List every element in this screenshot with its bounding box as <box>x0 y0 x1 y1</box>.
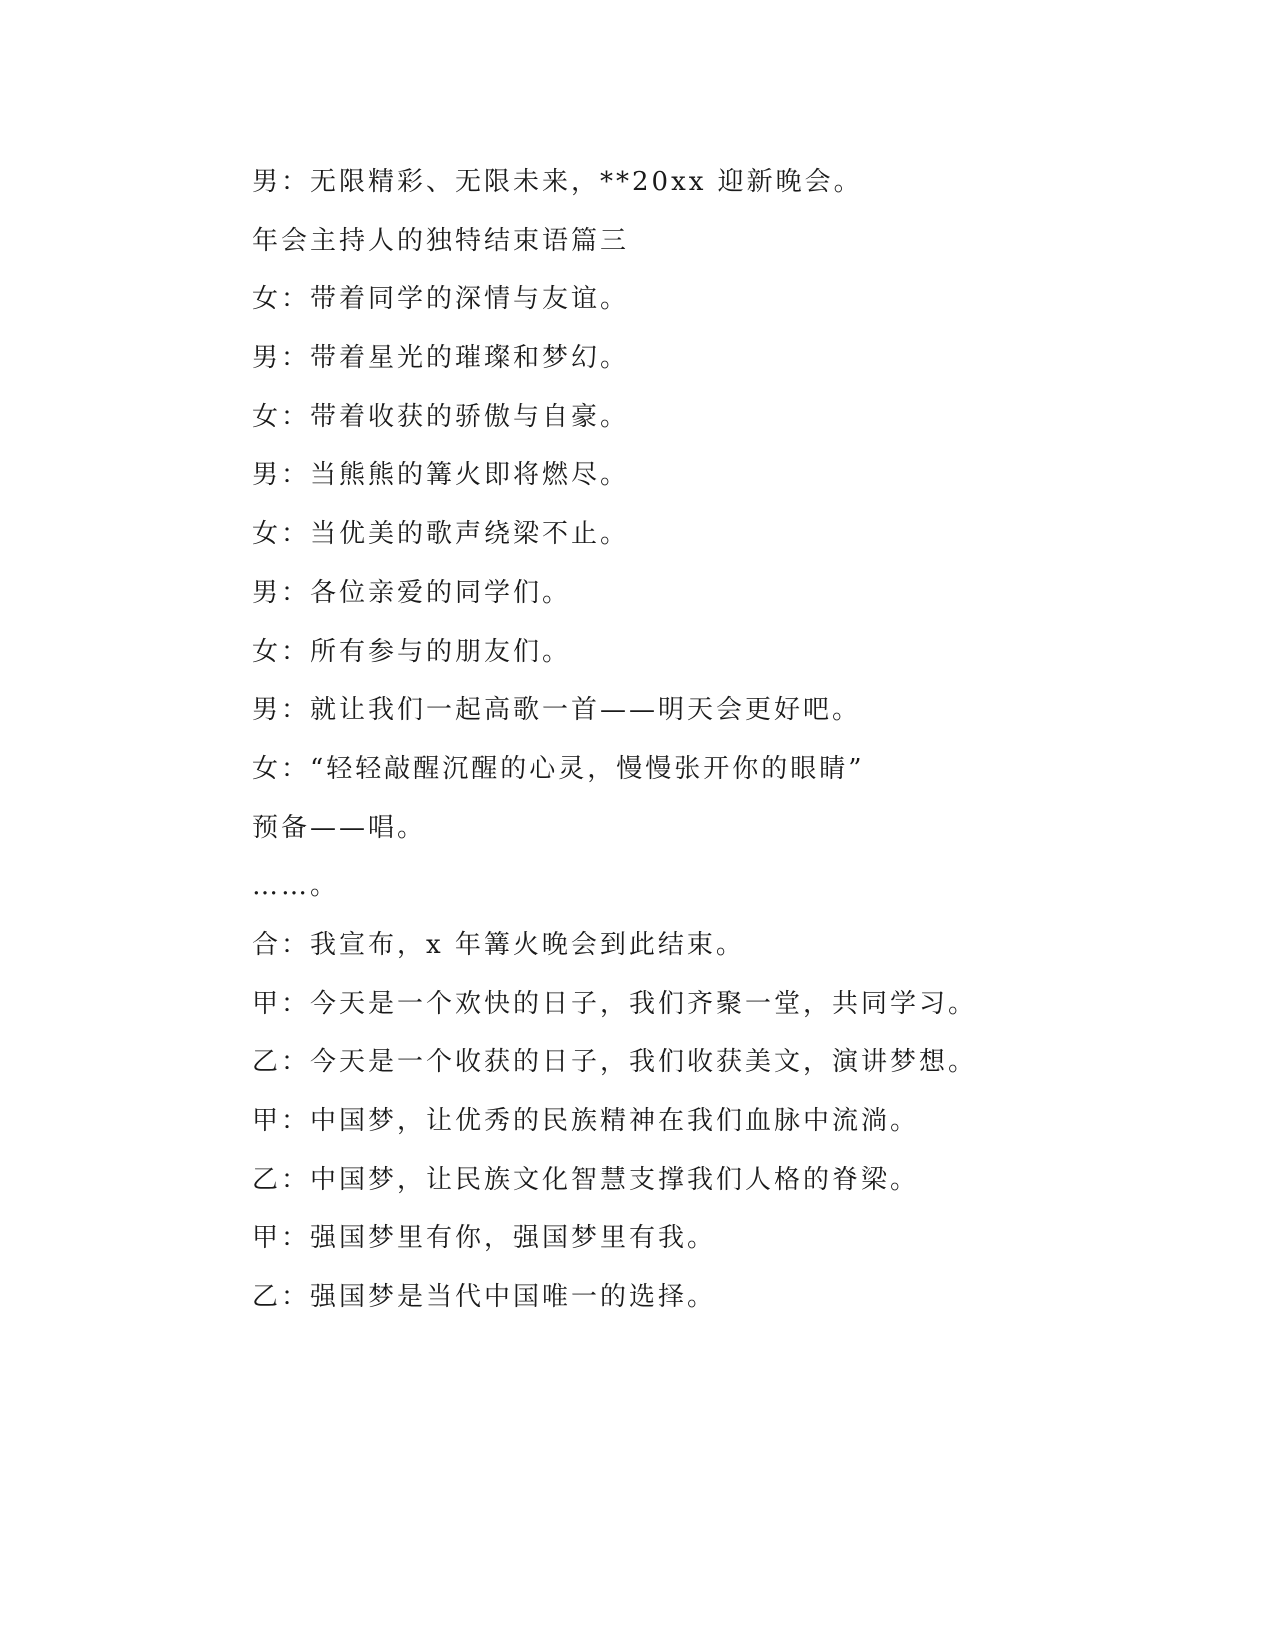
text-line: 合：我宣布，x 年篝火晚会到此结束。 <box>252 929 745 960</box>
text-line: 甲：中国梦，让优秀的民族精神在我们血脉中流淌。 <box>252 1106 920 1136</box>
text-line: 男：带着星光的璀璨和梦幻。 <box>252 343 630 374</box>
text-line: 甲：今天是一个欢快的日子，我们齐聚一堂，共同学习。 <box>252 988 978 1019</box>
text-line: ……。 <box>252 871 340 902</box>
text-line: 男：各位亲爱的同学们。 <box>252 577 572 608</box>
text-line: 乙：中国梦，让民族文化智慧支撑我们人格的脊梁。 <box>252 1164 920 1195</box>
text-line: 男：当熊熊的篝火即将燃尽。 <box>252 460 630 491</box>
text-line: 女：当优美的歌声绕梁不止。 <box>252 519 630 550</box>
text-line: 乙：今天是一个收获的日子，我们收获美文，演讲梦想。 <box>252 1047 978 1078</box>
text-line: 女：带着收获的骄傲与自豪。 <box>252 401 630 432</box>
text-line: 女：带着同学的深情与友谊。 <box>252 284 630 315</box>
text-line: 男：无限精彩、无限未来，**20xx 迎新晚会。 <box>252 167 863 197</box>
text-line: 女：所有参与的朋友们。 <box>252 636 572 667</box>
text-line: 男：就让我们一起高歌一首——明天会更好吧。 <box>252 695 862 726</box>
text-line: 预备——唱。 <box>252 812 427 843</box>
text-line: 女：“轻轻敲醒沉醒的心灵，慢慢张开你的眼睛” <box>252 753 865 784</box>
text-line: 甲：强国梦里有你，强国梦里有我。 <box>252 1223 717 1254</box>
text-line: 乙：强国梦是当代中国唯一的选择。 <box>252 1282 717 1313</box>
document-body <box>252 160 1032 1334</box>
section-heading: 年会主持人的独特结束语篇三 <box>252 225 630 256</box>
